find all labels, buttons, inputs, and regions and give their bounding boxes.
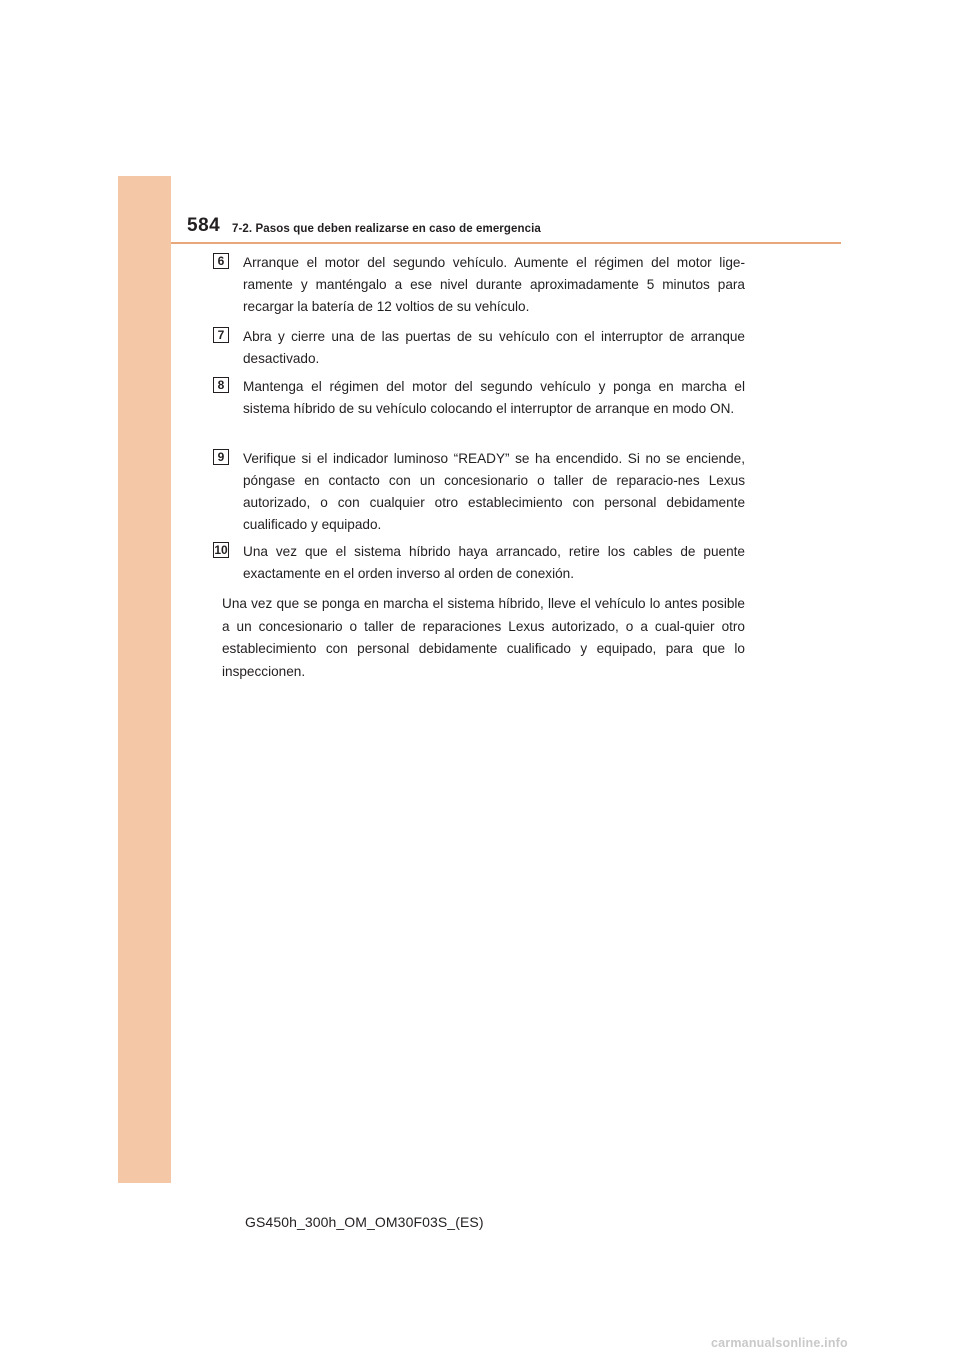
footer-manual-code: GS450h_300h_OM_OM30F03S_(ES) (245, 1214, 484, 1230)
step-number-badge: 10 (214, 543, 228, 557)
header-divider (171, 242, 841, 244)
step-9 (213, 448, 745, 536)
step-text: Abra y cierre una de las puertas de su vehículo con el interruptor de arranque desactivado. (243, 329, 745, 366)
step-6 (213, 252, 745, 318)
step-10 (213, 541, 745, 585)
step-text: Mantenga el régimen del motor del segundo vehículo y ponga en marcha el sistema híbrido de su vehículo colocando el interruptor de arranque en modo ON. (243, 379, 745, 416)
step-number-badge: 6 (213, 253, 229, 269)
step-number-badge: 8 (213, 377, 229, 393)
watermark: carmanualsonline.info (711, 1336, 848, 1350)
step-text: Arranque el motor del segundo vehículo. Aumente el régimen del motor lige-ramente y manténgalo a ese nivel durante aproximadamente 5 minutos para recargar la batería de 12 voltios de su vehículo. (243, 255, 745, 314)
step-7 (213, 326, 745, 370)
closing-note: Una vez que se ponga en marcha el sistema híbrido, lleve el vehículo lo antes posible a un concesionario o taller de reparaciones Lexus autorizado, o a cual-quier otro establecimiento con personal debidamente cualificado y equipado, para que lo inspeccionen. (222, 596, 745, 679)
page-number: 584 (187, 215, 221, 236)
chapter-side-band (118, 176, 171, 1183)
section-title: 7-2. Pasos que deben realizarse en caso de emergencia (232, 223, 541, 235)
step-8 (213, 376, 745, 420)
step-text: Verifique si el indicador luminoso “READY” se ha encendido. Si no se enciende, póngase en contacto con un concesionario o taller de reparacio-nes Lexus autorizado, o con cualquier otro establecimiento con personal debidamente cualificado y equipado. (243, 451, 745, 532)
step-text: Una vez que el sistema híbrido haya arrancado, retire los cables de puente exactamente en el orden inverso al orden de conexión. (243, 544, 745, 581)
step-number-badge: 9 (213, 449, 229, 465)
step-number-badge: 7 (213, 327, 229, 343)
